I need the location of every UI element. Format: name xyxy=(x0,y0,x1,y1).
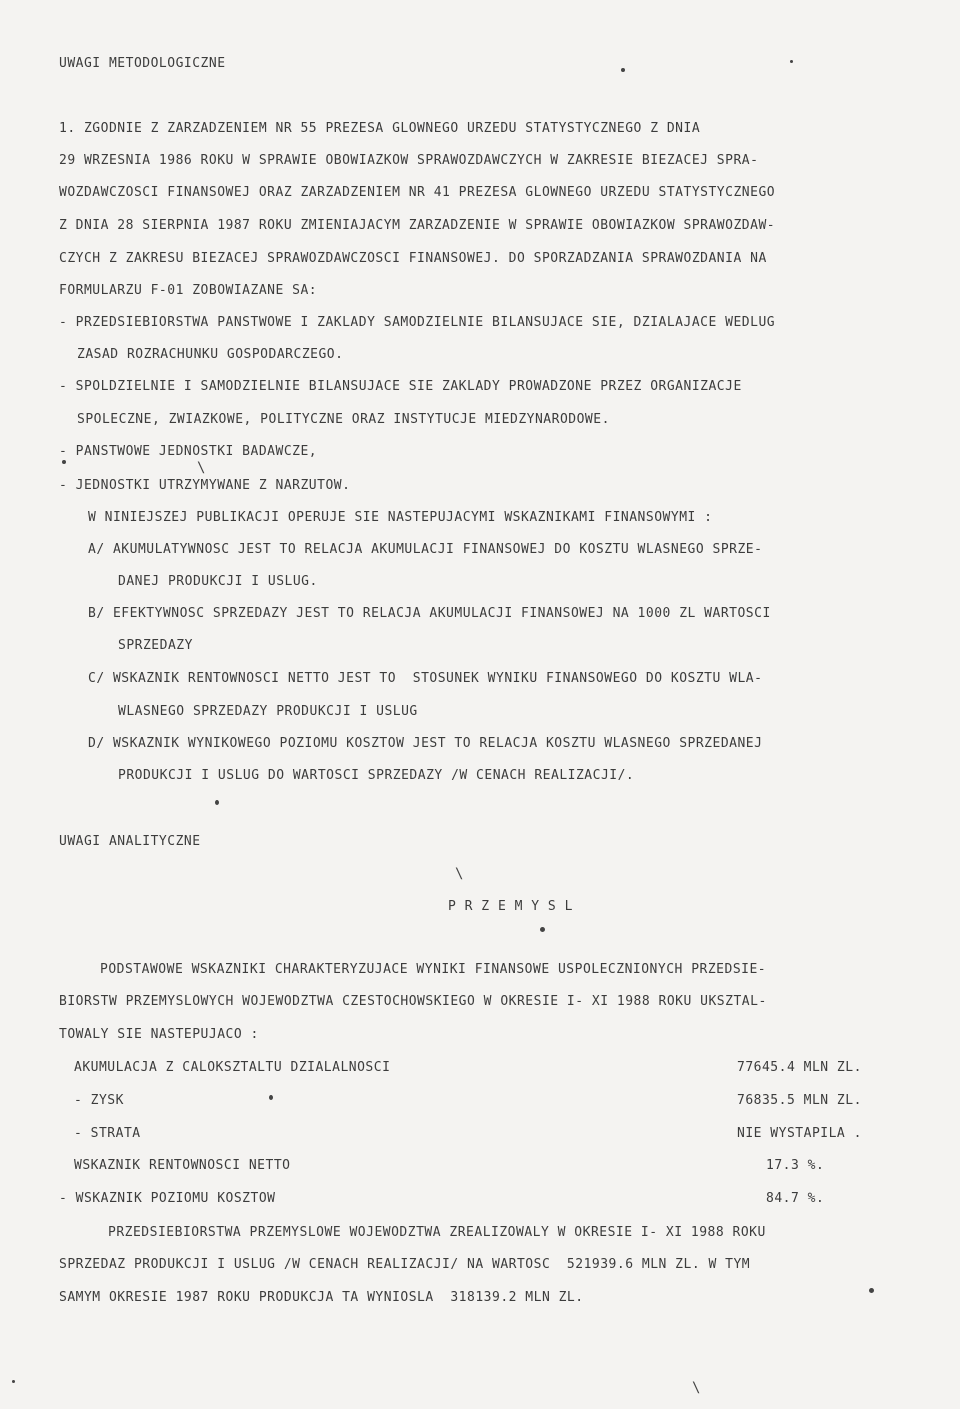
indicators-intro: W NINIEJSZEJ PUBLIKACJI OPERUJE SIE NASTEPUJACYMI WSKAZNIKAMI FINANSOWYMI : xyxy=(88,510,713,525)
bullet-continuation: SPOLECZNE, ZWIAZKOWE, POLITYCZNE ORAZ INSTYTUCJE MIEDZYNARODOWE. xyxy=(77,412,610,427)
indicator-a-line: A/ AKUMULATYWNOSC JEST TO RELACJA AKUMULACJI FINANSOWEJ DO KOSZTU WLASNEGO SPRZE- xyxy=(88,542,763,557)
analysis-closing-line: PRZEDSIEBIORSTWA PRZEMYSLOWE WOJEWODZTWA ZREALIZOWALY W OKRESIE I- XI 1988 ROKU xyxy=(108,1225,766,1240)
bullet-line: - PRZEDSIEBIORSTWA PANSTWOWE I ZAKLADY SAMODZIELNIE BILANSUJACE SIE, DZIALAJACE WEDLUG xyxy=(59,315,776,330)
table-row-value: 17.3 %. xyxy=(766,1158,825,1173)
analysis-intro-line: PODSTAWOWE WSKAZNIKI CHARAKTERYZUJACE WYNIKI FINANSOWE USPOLECZNIONYCH PRZEDSIE- xyxy=(100,962,767,977)
table-row-value: 84.7 %. xyxy=(766,1191,825,1206)
scan-speck xyxy=(540,927,545,932)
paragraph-line: CZYCH Z ZAKRESU BIEZACEJ SPRAWOZDAWCZOSCI FINANSOWEJ. DO SPORZADZANIA SPRAWOZDANIA NA xyxy=(59,251,767,266)
industry-heading: P R Z E M Y S L xyxy=(448,899,573,914)
scan-speck xyxy=(62,460,66,464)
table-row-value: 77645.4 MLN ZL. xyxy=(737,1060,862,1075)
section-title-analytical: UWAGI ANALITYCZNE xyxy=(59,834,201,849)
indicator-c-continuation: WLASNEGO SPRZEDAZY PRODUKCJI I USLUG xyxy=(118,704,418,719)
table-row-label: - WSKAZNIK POZIOMU KOSZTOW xyxy=(59,1191,276,1206)
analysis-intro-line: BIORSTW PRZEMYSLOWYCH WOJEWODZTWA CZESTOCHOWSKIEGO W OKRESIE I- XI 1988 ROKU UKSZTAL- xyxy=(59,994,767,1009)
paragraph-line: FORMULARZU F-01 ZOBOWIAZANE SA: xyxy=(59,283,318,298)
indicator-c-line: C/ WSKAZNIK RENTOWNOSCI NETTO JEST TO STOSUNEK WYNIKU FINANSOWEGO DO KOSZTU WLA- xyxy=(88,671,763,686)
scan-speck xyxy=(12,1380,15,1383)
indicator-b-line: B/ EFEKTYWNOSC SPRZEDAZY JEST TO RELACJA AKUMULACJI FINANSOWEJ NA 1000 ZL WARTOSCI xyxy=(88,606,771,621)
analysis-intro-line: TOWALY SIE NASTEPUJACO : xyxy=(59,1027,259,1042)
bullet-continuation: ZASAD ROZRACHUNKU GOSPODARCZEGO. xyxy=(77,347,344,362)
indicator-d-continuation: PRODUKCJI I USLUG DO WARTOSCI SPRZEDAZY /W CENACH REALIZACJI/. xyxy=(118,768,635,783)
section-title-methodological: UWAGI METODOLOGICZNE xyxy=(59,56,226,71)
bullet-line: - PANSTWOWE JEDNOSTKI BADAWCZE, xyxy=(59,444,318,459)
analysis-closing-line: SAMYM OKRESIE 1987 ROKU PRODUKCJA TA WYNIOSLA 318139.2 MLN ZL. xyxy=(59,1290,584,1305)
table-row-value: NIE WYSTAPILA . xyxy=(737,1126,862,1141)
table-row-label: AKUMULACJA Z CALOKSZTALTU DZIALALNOSCI xyxy=(74,1060,391,1075)
paragraph-line: 1. ZGODNIE Z ZARZADZENIEM NR 55 PREZESA GLOWNEGO URZEDU STATYSTYCZNEGO Z DNIA xyxy=(59,121,701,136)
table-row-label: WSKAZNIK RENTOWNOSCI NETTO xyxy=(74,1158,291,1173)
bullet-line: - JEDNOSTKI UTRZYMYWANE Z NARZUTOW. xyxy=(59,478,351,493)
paragraph-line: 29 WRZESNIA 1986 ROKU W SPRAWIE OBOWIAZKOW SPRAWOZDAWCZYCH W ZAKRESIE BIEZACEJ SPRA- xyxy=(59,153,759,168)
table-row-value: 76835.5 MLN ZL. xyxy=(737,1093,862,1108)
scan-speck xyxy=(790,60,793,63)
scan-speck xyxy=(269,1095,273,1100)
paragraph-line: Z DNIA 28 SIERPNIA 1987 ROKU ZMIENIAJACYM ZARZADZENIE W SPRAWIE OBOWIAZKOW SPRAWOZDAW- xyxy=(59,218,776,233)
scan-speck xyxy=(621,68,625,72)
table-row-label: - ZYSK xyxy=(74,1093,124,1108)
scan-mark: \ xyxy=(692,1380,701,1396)
analysis-closing-line: SPRZEDAZ PRODUKCJI I USLUG /W CENACH REALIZACJI/ NA WARTOSC 521939.6 MLN ZL. W TYM xyxy=(59,1257,751,1272)
indicator-a-continuation: DANEJ PRODUKCJI I USLUG. xyxy=(118,574,318,589)
bullet-line: - SPOLDZIELNIE I SAMODZIELNIE BILANSUJACE SIE ZAKLADY PROWADZONE PRZEZ ORGANIZACJE xyxy=(59,379,742,394)
scan-mark: \ xyxy=(455,866,464,882)
indicator-b-continuation: SPRZEDAZY xyxy=(118,638,193,653)
scan-speck xyxy=(869,1288,874,1293)
scan-mark: \ xyxy=(197,460,206,476)
table-row-label: - STRATA xyxy=(74,1126,141,1141)
indicator-d-line: D/ WSKAZNIK WYNIKOWEGO POZIOMU KOSZTOW JEST TO RELACJA KOSZTU WLASNEGO SPRZEDANEJ xyxy=(88,736,763,751)
scan-speck xyxy=(215,800,219,805)
paragraph-line: WOZDAWCZOSCI FINANSOWEJ ORAZ ZARZADZENIEM NR 41 PREZESA GLOWNEGO URZEDU STATYSTYCZNEGO xyxy=(59,185,776,200)
